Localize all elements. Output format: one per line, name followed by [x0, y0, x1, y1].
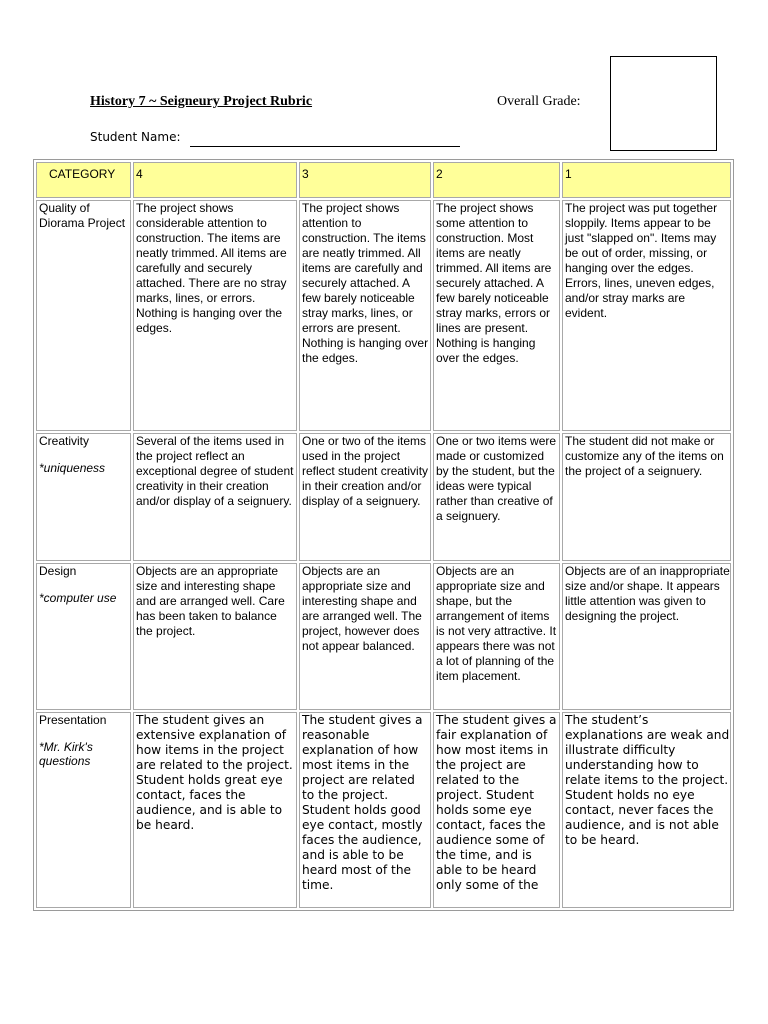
- header-level-3: 3: [299, 162, 431, 198]
- criteria-cell: Objects are an appropriate size and shape, but the arrangement of items is not very attractive. It appears there was not a lot of planning of the item placement.: [433, 563, 560, 710]
- category-label: Presentation: [39, 713, 107, 727]
- overall-grade-label: Overall Grade:: [497, 94, 581, 109]
- student-name-line: [190, 146, 460, 147]
- overall-grade-box: [610, 56, 717, 151]
- table-row: [36, 563, 731, 710]
- criteria-cell: Several of the items used in the project reflect an exceptional degree of student creativity in their creation and/or display of a seignuery.: [133, 433, 297, 561]
- category-label: Creativity: [39, 434, 90, 448]
- table-row: [36, 712, 731, 908]
- category-cell: [36, 200, 131, 431]
- category-label: Design: [39, 564, 77, 578]
- criteria-cell: The student gives an extensive explanation of how items in the project are related to the project. Student holds great eye contact, faces the audience, and is able to be heard.: [133, 712, 297, 908]
- criteria-cell: The student gives a fair explanation of how most items in the project are related to the project. Student holds some eye contact, faces the audience some of the time, and is able to be heard only some of the: [433, 712, 560, 908]
- header-category: CATEGORY: [36, 162, 131, 198]
- criteria-cell: The project shows considerable attention to construction. The items are neatly trimmed. All items are carefully and securely attached. There are no stray marks, lines, or errors. Nothing is hanging over the edges.: [133, 200, 297, 431]
- category-note: *computer use: [39, 591, 117, 605]
- category-cell: [36, 712, 131, 908]
- criteria-cell: The project shows some attention to construction. Most items are neatly trimmed. All items are securely attached. A few barely noticeable stray marks, errors or lines are present. Nothing is hanging over the edges.: [433, 200, 560, 431]
- header-level-1: 1: [562, 162, 731, 198]
- criteria-cell: The project shows attention to construction. The items are neatly trimmed. All items are carefully and securely attached. A few barely noticeable stray marks, lines, or errors are present. Nothing is hanging over the edges.: [299, 200, 431, 431]
- student-name-label: Student Name:: [90, 130, 181, 144]
- table-row: [36, 200, 731, 431]
- criteria-cell: The student did not make or customize any of the items on the project of a seignuery.: [562, 433, 731, 561]
- criteria-cell: The project was put together sloppily. Items appear to be just "slapped on". Items may be out of order, missing, or hanging over the edges. Errors, lines, uneven edges, and/or stray marks are evident.: [562, 200, 731, 431]
- criteria-cell: Objects are an appropriate size and interesting shape and are arranged well. The project, however does not appear balanced.: [299, 563, 431, 710]
- criteria-cell: Objects are of an inappropriate size and/or shape. It appears little attention was given to designing the project.: [562, 563, 731, 710]
- criteria-cell: Objects are an appropriate size and interesting shape and are arranged well. Care has been taken to balance the project.: [133, 563, 297, 710]
- rubric-table: [33, 159, 734, 911]
- criteria-cell: One or two items were made or customized by the student, but the ideas were typical rather than creative of a seignuery.: [433, 433, 560, 561]
- criteria-cell: The student gives a reasonable explanation of how most items in the project are related to the project. Student holds good eye contact, mostly faces the audience, and is able to be heard most of the time.: [299, 712, 431, 908]
- rubric-title: History 7 ~ Seigneury Project Rubric: [90, 94, 313, 109]
- table-row: [36, 433, 731, 561]
- category-cell: [36, 433, 131, 561]
- category-cell: [36, 563, 131, 710]
- criteria-cell: One or two of the items used in the project reflect student creativity in their creation and/or display of a seignuery.: [299, 433, 431, 561]
- category-note: *uniqueness: [39, 461, 106, 475]
- category-note: *Mr. Kirk's questions: [39, 740, 93, 768]
- category-label: Quality of Diorama Project: [39, 201, 126, 230]
- header-level-4: 4: [133, 162, 297, 198]
- header-level-2: 2: [433, 162, 560, 198]
- criteria-cell: The student’s explanations are weak and illustrate difficulty understanding how to relate items to the project. Student holds no eye contact, never faces the audience, and is not able to be heard.: [562, 712, 731, 908]
- table-header-row: [36, 162, 731, 198]
